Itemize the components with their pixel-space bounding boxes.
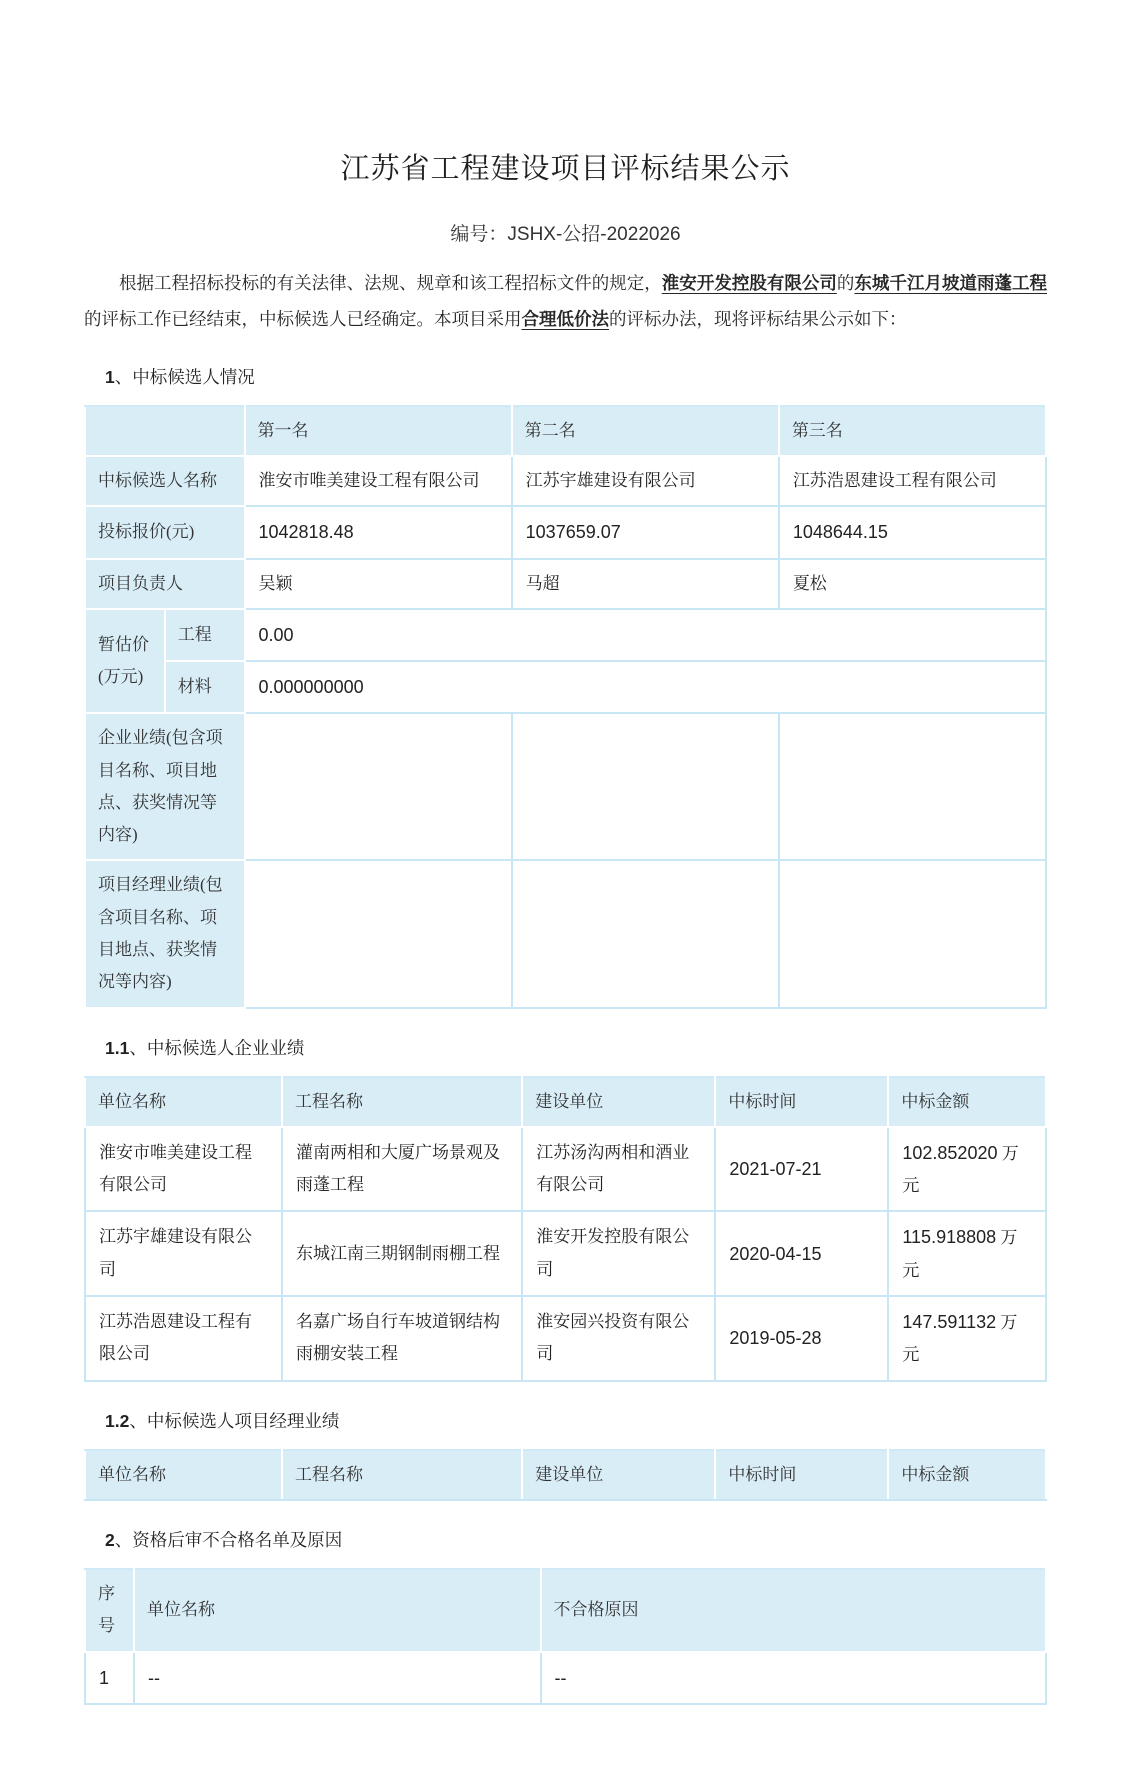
intro-mid: 的评标工作已经结束，中标候选人已经确定。本项目采用 bbox=[84, 308, 522, 329]
provisional-price-row-project bbox=[85, 609, 1046, 661]
manager-performance-cell bbox=[245, 860, 512, 1007]
project-cell: 东城江南三期钢制雨棚工程 bbox=[282, 1211, 522, 1296]
project-manager-cell: 马超 bbox=[512, 559, 779, 609]
corner-cell bbox=[85, 406, 245, 456]
provisional-price-label: 暂估价(万元) bbox=[85, 609, 165, 713]
col-header-owner: 建设单位 bbox=[522, 1077, 715, 1127]
company-performance-cell bbox=[245, 713, 512, 860]
company-performance-cell bbox=[779, 713, 1046, 860]
performance-row bbox=[85, 1127, 1046, 1212]
section-title: 、中标候选人项目经理业绩 bbox=[129, 1410, 340, 1431]
table-header-row bbox=[85, 1077, 1046, 1127]
company-performance-row bbox=[85, 713, 1046, 860]
col-header-date: 中标时间 bbox=[715, 1450, 888, 1500]
project-manager-row bbox=[85, 559, 1046, 609]
company-performance-cell bbox=[512, 713, 779, 860]
section-title: 、资格后审不合格名单及原因 bbox=[114, 1529, 343, 1550]
page-title: 江苏省工程建设项目评标结果公示 bbox=[340, 153, 791, 185]
bid-price-cell: 1042818.48 bbox=[245, 506, 512, 558]
table-header-row bbox=[85, 1569, 1046, 1652]
amount-cell: 115.918808 万元 bbox=[888, 1211, 1046, 1296]
section-heading-company-performance bbox=[84, 1035, 1047, 1060]
candidate-name-row bbox=[85, 456, 1046, 506]
candidate-name-cell: 淮安市唯美建设工程有限公司 bbox=[245, 456, 512, 506]
company-performance-table bbox=[84, 1076, 1047, 1382]
disqualified-table bbox=[84, 1568, 1047, 1705]
serial-number-cell: 1 bbox=[85, 1652, 134, 1704]
project-name: 东城千江月坡道雨蓬工程 bbox=[854, 273, 1048, 293]
section-title: 、中标候选人企业业绩 bbox=[129, 1037, 305, 1058]
amount-cell: 102.852020 万元 bbox=[888, 1127, 1046, 1212]
row-label: 投标报价(元) bbox=[85, 506, 245, 558]
col-header-serial: 序号 bbox=[85, 1569, 134, 1652]
manager-performance-row bbox=[85, 860, 1046, 1007]
col-header-reason: 不合格原因 bbox=[541, 1569, 1047, 1652]
candidate-name-cell: 江苏宇雄建设有限公司 bbox=[512, 456, 779, 506]
section-number: 1.1 bbox=[105, 1037, 130, 1058]
provisional-value-cell: 0.000000000 bbox=[245, 661, 1047, 713]
company-name-cell: -- bbox=[134, 1652, 541, 1704]
table-header-row bbox=[85, 406, 1046, 456]
manager-performance-cell bbox=[512, 860, 779, 1007]
rank-header-second: 第二名 bbox=[512, 406, 779, 456]
performance-row bbox=[85, 1296, 1046, 1381]
col-header-amount: 中标金额 bbox=[888, 1450, 1046, 1500]
performance-row bbox=[85, 1211, 1046, 1296]
candidate-name-cell: 江苏浩恩建设工程有限公司 bbox=[779, 456, 1046, 506]
col-header-project: 工程名称 bbox=[282, 1450, 522, 1500]
row-label: 项目负责人 bbox=[85, 559, 245, 609]
rank-header-third: 第三名 bbox=[779, 406, 1046, 456]
section-title: 、中标候选人情况 bbox=[114, 366, 255, 387]
provisional-price-row-material bbox=[85, 661, 1046, 713]
section-heading-manager-performance bbox=[84, 1408, 1047, 1433]
amount-unit: 万元 bbox=[902, 1313, 1018, 1365]
amount-cell: 147.591132 万元 bbox=[888, 1296, 1046, 1381]
owner-cell: 淮安园兴投资有限公司 bbox=[522, 1296, 715, 1381]
row-label: 中标候选人名称 bbox=[85, 456, 245, 506]
date-cell: 2021-07-21 bbox=[715, 1127, 888, 1212]
section-number: 1 bbox=[105, 366, 115, 387]
manager-performance-table bbox=[84, 1449, 1047, 1501]
intro-paragraph bbox=[84, 266, 1047, 338]
company-cell: 江苏浩恩建设工程有限公司 bbox=[85, 1296, 282, 1381]
provisional-sub-label: 材料 bbox=[165, 661, 245, 713]
company-cell: 淮安市唯美建设工程有限公司 bbox=[85, 1127, 282, 1212]
date-cell: 2020-04-15 bbox=[715, 1211, 888, 1296]
section-number: 1.2 bbox=[105, 1410, 130, 1431]
tenderee-name: 淮安开发控股有限公司 bbox=[661, 273, 837, 293]
project-cell: 名嘉广场自行车坡道钢结构雨棚安装工程 bbox=[282, 1296, 522, 1381]
evaluation-method: 合理低价法 bbox=[521, 308, 609, 329]
amount-unit: 万元 bbox=[902, 1143, 1019, 1196]
section-heading-disqualified bbox=[84, 1527, 1047, 1552]
project-manager-cell: 吴颖 bbox=[245, 559, 512, 609]
disqualified-row bbox=[85, 1652, 1046, 1704]
col-header-company: 单位名称 bbox=[134, 1569, 541, 1652]
rank-header-first: 第一名 bbox=[245, 406, 512, 456]
col-header-project: 工程名称 bbox=[282, 1077, 522, 1127]
col-header-company: 单位名称 bbox=[85, 1077, 282, 1127]
bid-price-cell: 1037659.07 bbox=[512, 506, 779, 558]
company-cell: 江苏宇雄建设有限公司 bbox=[85, 1211, 282, 1296]
section-heading-candidates bbox=[84, 364, 1047, 389]
amount-unit: 万元 bbox=[902, 1228, 1018, 1280]
doc-number: 编号：JSHX-公招-2022026 bbox=[450, 224, 681, 245]
bid-price-cell: 1048644.15 bbox=[779, 506, 1046, 558]
provisional-sub-label: 工程 bbox=[165, 609, 245, 661]
row-label: 项目经理业绩(包含项目名称、项目地点、获奖情况等内容) bbox=[85, 860, 245, 1007]
manager-performance-cell bbox=[779, 860, 1046, 1007]
col-header-date: 中标时间 bbox=[715, 1077, 888, 1127]
row-label: 企业业绩(包含项目名称、项目地点、获奖情况等内容) bbox=[85, 713, 245, 860]
project-cell: 灌南两相和大厦广场景观及雨蓬工程 bbox=[282, 1127, 522, 1212]
provisional-value-cell: 0.00 bbox=[245, 609, 1047, 661]
bid-price-row bbox=[85, 506, 1046, 558]
project-manager-cell: 夏松 bbox=[779, 559, 1046, 609]
owner-cell: 淮安开发控股有限公司 bbox=[522, 1211, 715, 1296]
intro-conj: 的 bbox=[836, 273, 855, 293]
bid-candidates-table bbox=[84, 405, 1047, 1009]
owner-cell: 江苏汤沟两相和酒业有限公司 bbox=[522, 1127, 715, 1212]
section-number: 2 bbox=[105, 1529, 115, 1550]
date-cell: 2019-05-28 bbox=[715, 1296, 888, 1381]
table-header-row bbox=[85, 1450, 1046, 1500]
col-header-amount: 中标金额 bbox=[888, 1077, 1046, 1127]
intro-tail: 的评标办法，现将评标结果公示如下： bbox=[609, 308, 907, 329]
col-header-company: 单位名称 bbox=[85, 1450, 282, 1500]
col-header-owner: 建设单位 bbox=[522, 1450, 715, 1500]
intro-lead: 根据工程招标投标的有关法律、法规、规章和该工程招标文件的规定， bbox=[119, 273, 662, 293]
reason-cell: -- bbox=[541, 1652, 1047, 1704]
